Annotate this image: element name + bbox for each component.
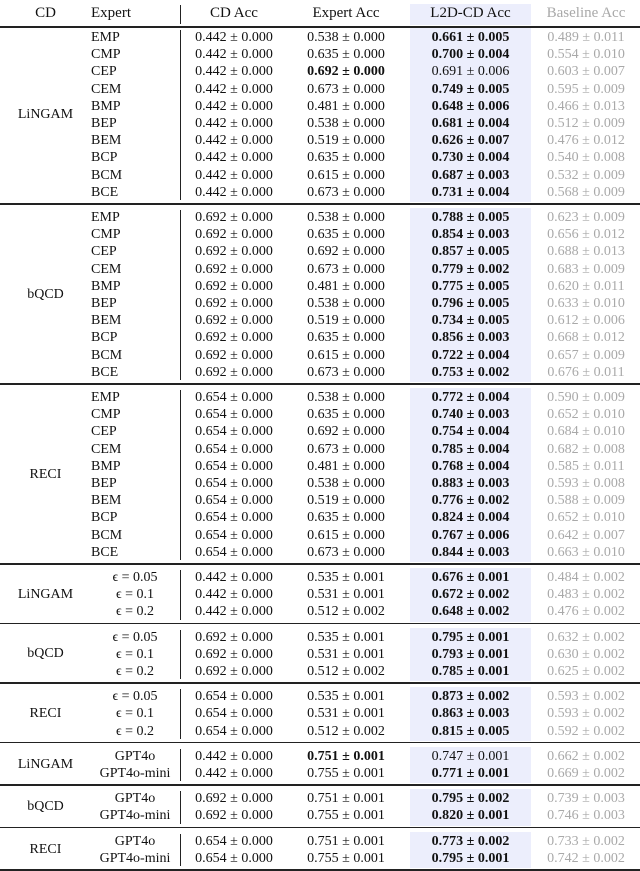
baseline-acc-value: 0.532 ± 0.009	[547, 167, 625, 183]
baseline-acc-value: 0.746 ± 0.003	[547, 808, 625, 824]
cd-acc-value: 0.692 ± 0.000	[195, 313, 273, 329]
expert-acc-value: 0.673 ± 0.000	[307, 441, 385, 457]
expert-acc-value: 0.519 ± 0.000	[307, 313, 385, 329]
cd-acc-value: 0.692 ± 0.000	[195, 244, 273, 260]
l2d-acc-value: 0.747 ± 0.001	[431, 748, 510, 764]
baseline-acc-value: 0.676 ± 0.011	[547, 364, 625, 380]
l2d-acc-value: 0.773 ± 0.002	[431, 833, 510, 849]
expert-acc-value: 0.673 ± 0.000	[307, 261, 385, 277]
l2d-acc-value: 0.793 ± 0.001	[431, 646, 510, 662]
baseline-acc-value: 0.683 ± 0.009	[547, 261, 625, 277]
expert-name: BEM	[91, 133, 122, 149]
expert-name: BEP	[91, 116, 117, 131]
expert-name: CEM	[91, 81, 122, 97]
header-cd-acc: CD Acc	[210, 5, 258, 21]
expert-acc-value: 0.692 ± 0.000	[307, 424, 385, 440]
l2d-acc-value: 0.691 ± 0.006	[431, 64, 510, 80]
cd-acc-value: 0.442 ± 0.000	[195, 604, 273, 620]
header-cd: CD	[35, 5, 56, 21]
l2d-acc-value: 0.820 ± 0.001	[431, 808, 510, 824]
expert-acc-value: 0.635 ± 0.000	[307, 330, 385, 346]
l2d-acc-value: 0.687 ± 0.003	[431, 167, 510, 183]
header-baseline-acc: Baseline Acc	[546, 5, 626, 21]
expert-acc-value: 0.635 ± 0.000	[307, 150, 385, 166]
expert-acc-value: 0.692 ± 0.000	[307, 244, 385, 260]
baseline-acc-value: 0.669 ± 0.002	[547, 766, 625, 781]
group-rule	[0, 784, 640, 786]
header-divider	[180, 5, 181, 24]
cd-acc-value: 0.692 ± 0.000	[195, 347, 273, 363]
l2d-acc-value: 0.771 ± 0.001	[431, 766, 510, 781]
expert-acc-value: 0.519 ± 0.000	[307, 493, 385, 509]
l2d-acc-value: 0.676 ± 0.001	[431, 570, 510, 585]
expert-name: CMP	[91, 227, 121, 243]
l2d-acc-value: 0.626 ± 0.007	[431, 133, 510, 149]
l2d-acc-value: 0.795 ± 0.001	[431, 850, 510, 866]
cd-acc-value: 0.654 ± 0.000	[195, 441, 273, 457]
expert-name: CMP	[91, 47, 121, 63]
cd-acc-value: 0.654 ± 0.000	[195, 390, 273, 405]
expert-name: CMP	[91, 407, 121, 423]
l2d-acc-value: 0.730 ± 0.004	[431, 150, 510, 166]
expert-acc-value: 0.751 ± 0.001	[307, 833, 385, 849]
l2d-acc-value: 0.672 ± 0.002	[431, 587, 510, 603]
expert-name: BMP	[91, 98, 121, 114]
l2d-acc-value: 0.779 ± 0.002	[431, 261, 510, 277]
baseline-acc-value: 0.585 ± 0.011	[547, 458, 625, 474]
l2d-acc-value: 0.856 ± 0.003	[431, 330, 510, 346]
cd-acc-value: 0.692 ± 0.000	[195, 227, 273, 243]
expert-acc-value: 0.538 ± 0.000	[307, 390, 385, 405]
l2d-acc-value: 0.768 ± 0.004	[431, 458, 510, 474]
baseline-acc-value: 0.652 ± 0.010	[547, 407, 625, 423]
l2d-acc-value: 0.785 ± 0.004	[431, 441, 510, 457]
l2d-acc-value: 0.795 ± 0.002	[431, 791, 510, 807]
l2d-acc-value: 0.844 ± 0.003	[431, 544, 510, 560]
expert-name: BCE	[91, 364, 119, 380]
cd-acc-value: 0.442 ± 0.000	[195, 133, 273, 149]
baseline-acc-value: 0.593 ± 0.002	[547, 689, 625, 705]
expert-name: BCP	[91, 330, 118, 346]
expert-name: BCE	[91, 544, 119, 560]
expert-name: CEP	[91, 424, 117, 440]
baseline-acc-value: 0.625 ± 0.002	[547, 664, 625, 679]
expert-acc-value: 0.538 ± 0.000	[307, 296, 385, 311]
l2d-acc-value: 0.785 ± 0.001	[431, 664, 510, 679]
expert-name: ϵ = 0.2	[115, 723, 155, 739]
expert-acc-value: 0.535 ± 0.001	[307, 629, 385, 645]
cd-acc-value: 0.442 ± 0.000	[195, 167, 273, 183]
expert-name: BEP	[91, 476, 117, 491]
expert-name: ϵ = 0.05	[112, 629, 158, 645]
baseline-acc-value: 0.663 ± 0.010	[547, 544, 625, 560]
expert-name: EMP	[91, 210, 120, 225]
expert-name: BEM	[91, 313, 122, 329]
l2d-acc-value: 0.857 ± 0.005	[431, 244, 510, 260]
expert-acc-value: 0.635 ± 0.000	[307, 510, 385, 526]
expert-acc-value: 0.673 ± 0.000	[307, 364, 385, 380]
l2d-acc-value: 0.753 ± 0.002	[431, 364, 510, 380]
expert-name: CEP	[91, 244, 117, 260]
expert-acc-value: 0.535 ± 0.001	[307, 570, 385, 585]
l2d-acc-value: 0.700 ± 0.004	[431, 47, 510, 63]
l2d-acc-value: 0.749 ± 0.005	[431, 81, 510, 97]
cd-acc-value: 0.654 ± 0.000	[195, 493, 273, 509]
expert-name: BCE	[91, 184, 119, 200]
baseline-acc-value: 0.733 ± 0.002	[547, 833, 625, 849]
cd-acc-value: 0.692 ± 0.000	[195, 646, 273, 662]
baseline-acc-value: 0.554 ± 0.010	[547, 47, 625, 63]
baseline-acc-value: 0.682 ± 0.008	[547, 441, 625, 457]
baseline-acc-value: 0.632 ± 0.002	[547, 629, 625, 645]
group-rule	[0, 383, 640, 385]
cd-acc-value: 0.654 ± 0.000	[195, 527, 273, 543]
l2d-acc-value: 0.795 ± 0.001	[431, 629, 510, 645]
cd-acc-value: 0.692 ± 0.000	[195, 278, 273, 294]
expert-acc-value: 0.755 ± 0.001	[307, 808, 385, 824]
cd-acc-value: 0.692 ± 0.000	[195, 791, 273, 807]
l2d-acc-value: 0.731 ± 0.004	[431, 184, 510, 200]
expert-acc-value: 0.615 ± 0.000	[307, 167, 385, 183]
expert-acc-value: 0.538 ± 0.000	[307, 476, 385, 491]
baseline-acc-value: 0.623 ± 0.009	[547, 210, 625, 225]
group-rule	[0, 623, 640, 625]
cd-acc-value: 0.442 ± 0.000	[195, 30, 273, 45]
baseline-acc-value: 0.657 ± 0.009	[547, 347, 625, 363]
expert-acc-value: 0.615 ± 0.000	[307, 527, 385, 543]
baseline-acc-value: 0.483 ± 0.002	[547, 587, 625, 603]
l2d-acc-value: 0.776 ± 0.002	[431, 493, 510, 509]
l2d-acc-value: 0.873 ± 0.002	[431, 689, 510, 705]
expert-name: GPT4o-mini	[99, 850, 171, 866]
expert-name: BCP	[91, 510, 118, 526]
group-rule	[0, 742, 640, 744]
cd-acc-value: 0.442 ± 0.000	[195, 570, 273, 585]
expert-name: GPT4o-mini	[99, 766, 171, 781]
cd-acc-value: 0.692 ± 0.000	[195, 330, 273, 346]
expert-name: ϵ = 0.1	[115, 646, 155, 662]
cd-acc-value: 0.692 ± 0.000	[195, 210, 273, 225]
cd-acc-value: 0.442 ± 0.000	[195, 748, 273, 764]
cd-acc-value: 0.654 ± 0.000	[195, 458, 273, 474]
l2d-acc-value: 0.734 ± 0.005	[431, 313, 510, 329]
baseline-acc-value: 0.612 ± 0.006	[547, 313, 625, 329]
expert-name: BEM	[91, 493, 122, 509]
cd-method-label: bQCD	[27, 287, 64, 302]
cd-acc-value: 0.654 ± 0.000	[195, 424, 273, 440]
cd-acc-value: 0.654 ± 0.000	[195, 706, 273, 722]
cd-acc-value: 0.442 ± 0.000	[195, 81, 273, 97]
baseline-acc-value: 0.489 ± 0.011	[547, 30, 625, 45]
baseline-acc-value: 0.476 ± 0.012	[547, 133, 625, 149]
expert-acc-value: 0.531 ± 0.001	[307, 706, 385, 722]
cd-acc-value: 0.692 ± 0.000	[195, 364, 273, 380]
cd-method-label: LiNGAM	[17, 757, 74, 772]
baseline-acc-value: 0.590 ± 0.009	[547, 390, 625, 405]
expert-acc-value: 0.635 ± 0.000	[307, 407, 385, 423]
expert-name: CEP	[91, 64, 117, 80]
group-rule	[0, 563, 640, 565]
baseline-acc-value: 0.688 ± 0.013	[547, 244, 625, 260]
baseline-acc-value: 0.595 ± 0.009	[547, 81, 625, 97]
cd-acc-value: 0.654 ± 0.000	[195, 689, 273, 705]
expert-acc-value: 0.673 ± 0.000	[307, 184, 385, 200]
expert-name: ϵ = 0.1	[115, 587, 155, 603]
l2d-acc-value: 0.788 ± 0.005	[431, 210, 510, 225]
baseline-acc-value: 0.742 ± 0.002	[547, 850, 625, 866]
expert-acc-value: 0.538 ± 0.000	[307, 30, 385, 45]
l2d-acc-value: 0.775 ± 0.005	[431, 278, 510, 294]
cd-acc-value: 0.442 ± 0.000	[195, 47, 273, 63]
cd-acc-value: 0.442 ± 0.000	[195, 766, 273, 781]
cd-acc-value: 0.442 ± 0.000	[195, 184, 273, 200]
l2d-acc-value: 0.772 ± 0.004	[431, 390, 510, 405]
expert-acc-value: 0.512 ± 0.002	[307, 723, 385, 739]
expert-acc-value: 0.535 ± 0.001	[307, 689, 385, 705]
expert-acc-value: 0.481 ± 0.000	[307, 458, 385, 474]
cd-acc-value: 0.654 ± 0.000	[195, 723, 273, 739]
expert-name: BCM	[91, 347, 123, 363]
baseline-acc-value: 0.662 ± 0.002	[547, 748, 625, 764]
expert-acc-value: 0.751 ± 0.001	[307, 791, 385, 807]
baseline-acc-value: 0.568 ± 0.009	[547, 184, 625, 200]
l2d-acc-value: 0.815 ± 0.005	[431, 723, 510, 739]
expert-acc-value: 0.481 ± 0.000	[307, 98, 385, 114]
expert-name: BMP	[91, 458, 121, 474]
expert-acc-value: 0.538 ± 0.000	[307, 116, 385, 131]
expert-name: GPT4o	[114, 791, 156, 807]
baseline-acc-value: 0.476 ± 0.002	[547, 604, 625, 620]
expert-acc-value: 0.512 ± 0.002	[307, 664, 385, 679]
baseline-acc-value: 0.603 ± 0.007	[547, 64, 625, 80]
cd-acc-value: 0.654 ± 0.000	[195, 850, 273, 866]
baseline-acc-value: 0.633 ± 0.010	[547, 296, 625, 311]
cd-method-label: bQCD	[27, 646, 64, 662]
cd-acc-value: 0.442 ± 0.000	[195, 587, 273, 603]
expert-name: ϵ = 0.2	[115, 664, 155, 679]
expert-name: GPT4o	[114, 748, 156, 764]
expert-acc-value: 0.755 ± 0.001	[307, 766, 385, 781]
cd-acc-value: 0.442 ± 0.000	[195, 98, 273, 114]
cd-acc-value: 0.654 ± 0.000	[195, 833, 273, 849]
expert-name: GPT4o	[114, 833, 156, 849]
cd-acc-value: 0.692 ± 0.000	[195, 664, 273, 679]
cd-method-label: LiNGAM	[17, 107, 74, 122]
baseline-acc-value: 0.592 ± 0.002	[547, 723, 625, 739]
expert-name: BMP	[91, 278, 121, 294]
l2d-acc-value: 0.854 ± 0.003	[431, 227, 510, 243]
expert-name: ϵ = 0.2	[115, 604, 155, 620]
cd-method-label: RECI	[29, 706, 62, 721]
baseline-acc-value: 0.512 ± 0.009	[547, 116, 625, 131]
expert-acc-value: 0.635 ± 0.000	[307, 47, 385, 63]
cd-acc-value: 0.692 ± 0.000	[195, 629, 273, 645]
baseline-acc-value: 0.642 ± 0.007	[547, 527, 625, 543]
expert-name: CEM	[91, 261, 122, 277]
cd-acc-value: 0.442 ± 0.000	[195, 150, 273, 166]
expert-name: GPT4o-mini	[99, 808, 171, 824]
header-expert: Expert	[91, 5, 131, 21]
expert-name: ϵ = 0.1	[115, 706, 155, 722]
header-l2d-acc: L2D-CD Acc	[430, 5, 511, 21]
baseline-acc-value: 0.739 ± 0.003	[547, 791, 625, 807]
expert-acc-value: 0.481 ± 0.000	[307, 278, 385, 294]
l2d-acc-value: 0.824 ± 0.004	[431, 510, 510, 526]
expert-acc-value: 0.673 ± 0.000	[307, 81, 385, 97]
cd-method-label: RECI	[29, 841, 62, 857]
expert-name: BCM	[91, 167, 123, 183]
cd-acc-value: 0.692 ± 0.000	[195, 808, 273, 824]
baseline-acc-value: 0.684 ± 0.010	[547, 424, 625, 440]
l2d-acc-value: 0.648 ± 0.002	[431, 604, 510, 620]
expert-acc-value: 0.692 ± 0.000	[307, 64, 385, 80]
expert-acc-value: 0.755 ± 0.001	[307, 850, 385, 866]
l2d-acc-value: 0.754 ± 0.004	[431, 424, 510, 440]
cd-method-label: bQCD	[27, 799, 64, 815]
cd-acc-value: 0.654 ± 0.000	[195, 407, 273, 423]
expert-acc-value: 0.531 ± 0.001	[307, 646, 385, 662]
baseline-acc-value: 0.652 ± 0.010	[547, 510, 625, 526]
header-expert-acc: Expert Acc	[312, 5, 380, 21]
cd-acc-value: 0.654 ± 0.000	[195, 510, 273, 526]
expert-name: EMP	[91, 30, 120, 45]
cd-acc-value: 0.692 ± 0.000	[195, 296, 273, 311]
expert-name: EMP	[91, 390, 120, 405]
expert-name: BCM	[91, 527, 123, 543]
baseline-acc-value: 0.466 ± 0.013	[547, 98, 625, 114]
baseline-acc-value: 0.620 ± 0.011	[547, 278, 625, 294]
group-rule	[0, 827, 640, 829]
baseline-acc-value: 0.540 ± 0.008	[547, 150, 625, 166]
cd-method-label: LiNGAM	[17, 586, 74, 602]
expert-acc-value: 0.635 ± 0.000	[307, 227, 385, 243]
baseline-acc-value: 0.656 ± 0.012	[547, 227, 625, 243]
l2d-acc-value: 0.740 ± 0.003	[431, 407, 510, 423]
baseline-acc-value: 0.588 ± 0.009	[547, 493, 625, 509]
l2d-acc-value: 0.681 ± 0.004	[431, 116, 510, 131]
l2d-acc-value: 0.883 ± 0.003	[431, 476, 510, 491]
cd-acc-value: 0.654 ± 0.000	[195, 544, 273, 560]
group-rule	[0, 682, 640, 684]
l2d-acc-value: 0.767 ± 0.006	[431, 527, 510, 543]
expert-acc-value: 0.615 ± 0.000	[307, 347, 385, 363]
expert-acc-value: 0.538 ± 0.000	[307, 210, 385, 225]
baseline-acc-value: 0.484 ± 0.002	[547, 570, 625, 585]
expert-acc-value: 0.751 ± 0.001	[307, 748, 385, 764]
l2d-acc-value: 0.661 ± 0.005	[431, 30, 510, 45]
cd-acc-value: 0.442 ± 0.000	[195, 116, 273, 131]
cd-acc-value: 0.692 ± 0.000	[195, 261, 273, 277]
cd-acc-value: 0.654 ± 0.000	[195, 476, 273, 491]
baseline-acc-value: 0.668 ± 0.012	[547, 330, 625, 346]
expert-acc-value: 0.512 ± 0.002	[307, 604, 385, 620]
l2d-acc-value: 0.648 ± 0.006	[431, 98, 510, 114]
expert-acc-value: 0.531 ± 0.001	[307, 587, 385, 603]
expert-name: ϵ = 0.05	[112, 570, 158, 585]
expert-name: BEP	[91, 296, 117, 311]
l2d-acc-value: 0.796 ± 0.005	[431, 296, 510, 311]
expert-name: ϵ = 0.05	[112, 689, 158, 705]
baseline-acc-value: 0.593 ± 0.002	[547, 706, 625, 722]
l2d-acc-value: 0.722 ± 0.004	[431, 347, 510, 363]
cd-method-label: RECI	[29, 467, 62, 482]
baseline-acc-value: 0.593 ± 0.008	[547, 476, 625, 491]
cd-acc-value: 0.442 ± 0.000	[195, 64, 273, 80]
expert-name: CEM	[91, 441, 122, 457]
expert-acc-value: 0.519 ± 0.000	[307, 133, 385, 149]
baseline-acc-value: 0.630 ± 0.002	[547, 646, 625, 662]
expert-acc-value: 0.673 ± 0.000	[307, 544, 385, 560]
expert-name: BCP	[91, 150, 118, 166]
group-rule	[0, 203, 640, 205]
l2d-acc-value: 0.863 ± 0.003	[431, 706, 510, 722]
header-rule	[0, 26, 640, 28]
